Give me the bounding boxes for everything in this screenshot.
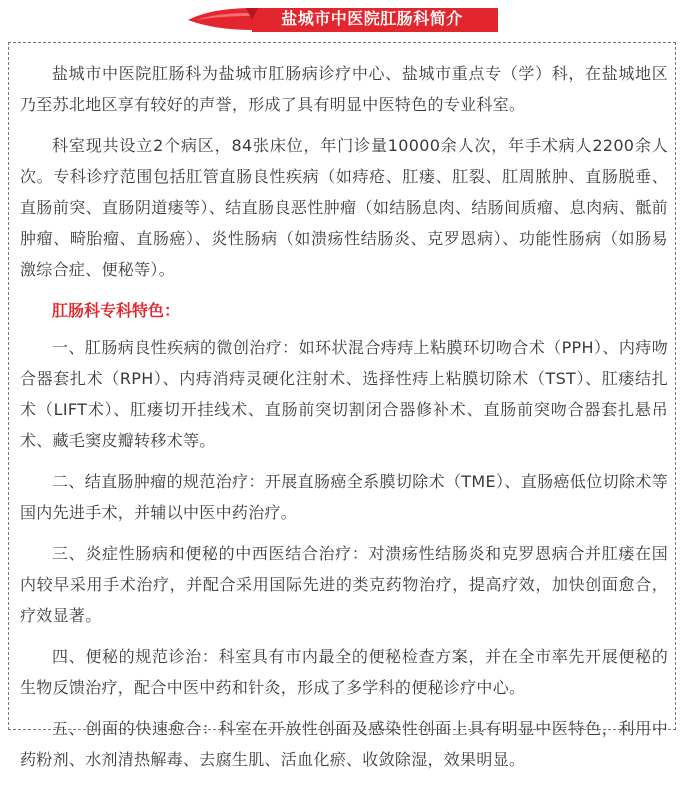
- feature-item-5: 五、创面的快速愈合：科室在开放性创面及感染性创面上具有明显中医特色，利用中药粉剂、水剂清热解毒、去腐生肌、活血化瘀、收敛除湿，效果明显。: [20, 719, 668, 769]
- intro-paragraph-1: 盐城市中医院肛肠科为盐城市肛肠病诊疗中心、盐城市重点专（学）科，在盐城地区乃至苏北地区享有较好的声誉，形成了具有明显中医特色的专业科室。: [20, 64, 668, 114]
- page-title: 盐城市中医院肛肠科简介: [281, 9, 463, 28]
- feature-item-1: 一、肛肠病良性疾病的微创治疗：如环状混合痔痔上粘膜环切吻合术（PPH）、内痔吻合器套扎术（RPH）、内痔消痔灵硬化注射术、选择性痔上粘膜切除术（TST）、肛瘘结扎术（LIFT术）、肛瘘切开挂线术、直肠前突切割闭合器修补术、直肠前突吻合器套扎悬吊术、藏毛窦皮瓣转移术等。: [20, 338, 668, 450]
- article-body: [20, 58, 668, 785]
- feature-item-3: 三、炎症性肠病和便秘的中西医结合治疗：对溃疡性结肠炎和克罗恩病合并肛瘘在国内较早采用手术治疗，并配合采用国际先进的类克药物治疗，提高疗效，加快创面愈合，疗效显著。: [20, 544, 668, 625]
- title-banner: [186, 4, 498, 34]
- features-heading: 肛肠科专科特色：: [52, 301, 181, 320]
- feature-item-4: 四、便秘的规范诊治：科室具有市内最全的便秘检查方案，并在全市率先开展便秘的生物反馈治疗，配合中医中药和针灸，形成了多学科的便秘诊疗中心。: [20, 647, 668, 697]
- feature-item-2: 二、结直肠肿瘤的规范治疗：开展直肠癌全系膜切除术（TME）、直肠癌低位切除术等国内先进手术，并辅以中医中药治疗。: [20, 472, 668, 522]
- intro-paragraph-2: 科室现共设立2个病区，84张床位，年门诊量10000余人次，年手术病人2200余人次。专科诊疗范围包括肛管直肠良性疾病（如痔疮、肛瘘、肛裂、肛周脓肿、直肠脱垂、直肠前突、直肠阴道瘘等）、结直肠良恶性肿瘤（如结肠息肉、结肠间质瘤、息肉病、骶前肿瘤、畸胎瘤、直肠癌）、炎性肠病（如溃疡性结肠炎、克罗恩病）、功能性肠病（如肠易激综合症、便秘等）。: [20, 136, 668, 279]
